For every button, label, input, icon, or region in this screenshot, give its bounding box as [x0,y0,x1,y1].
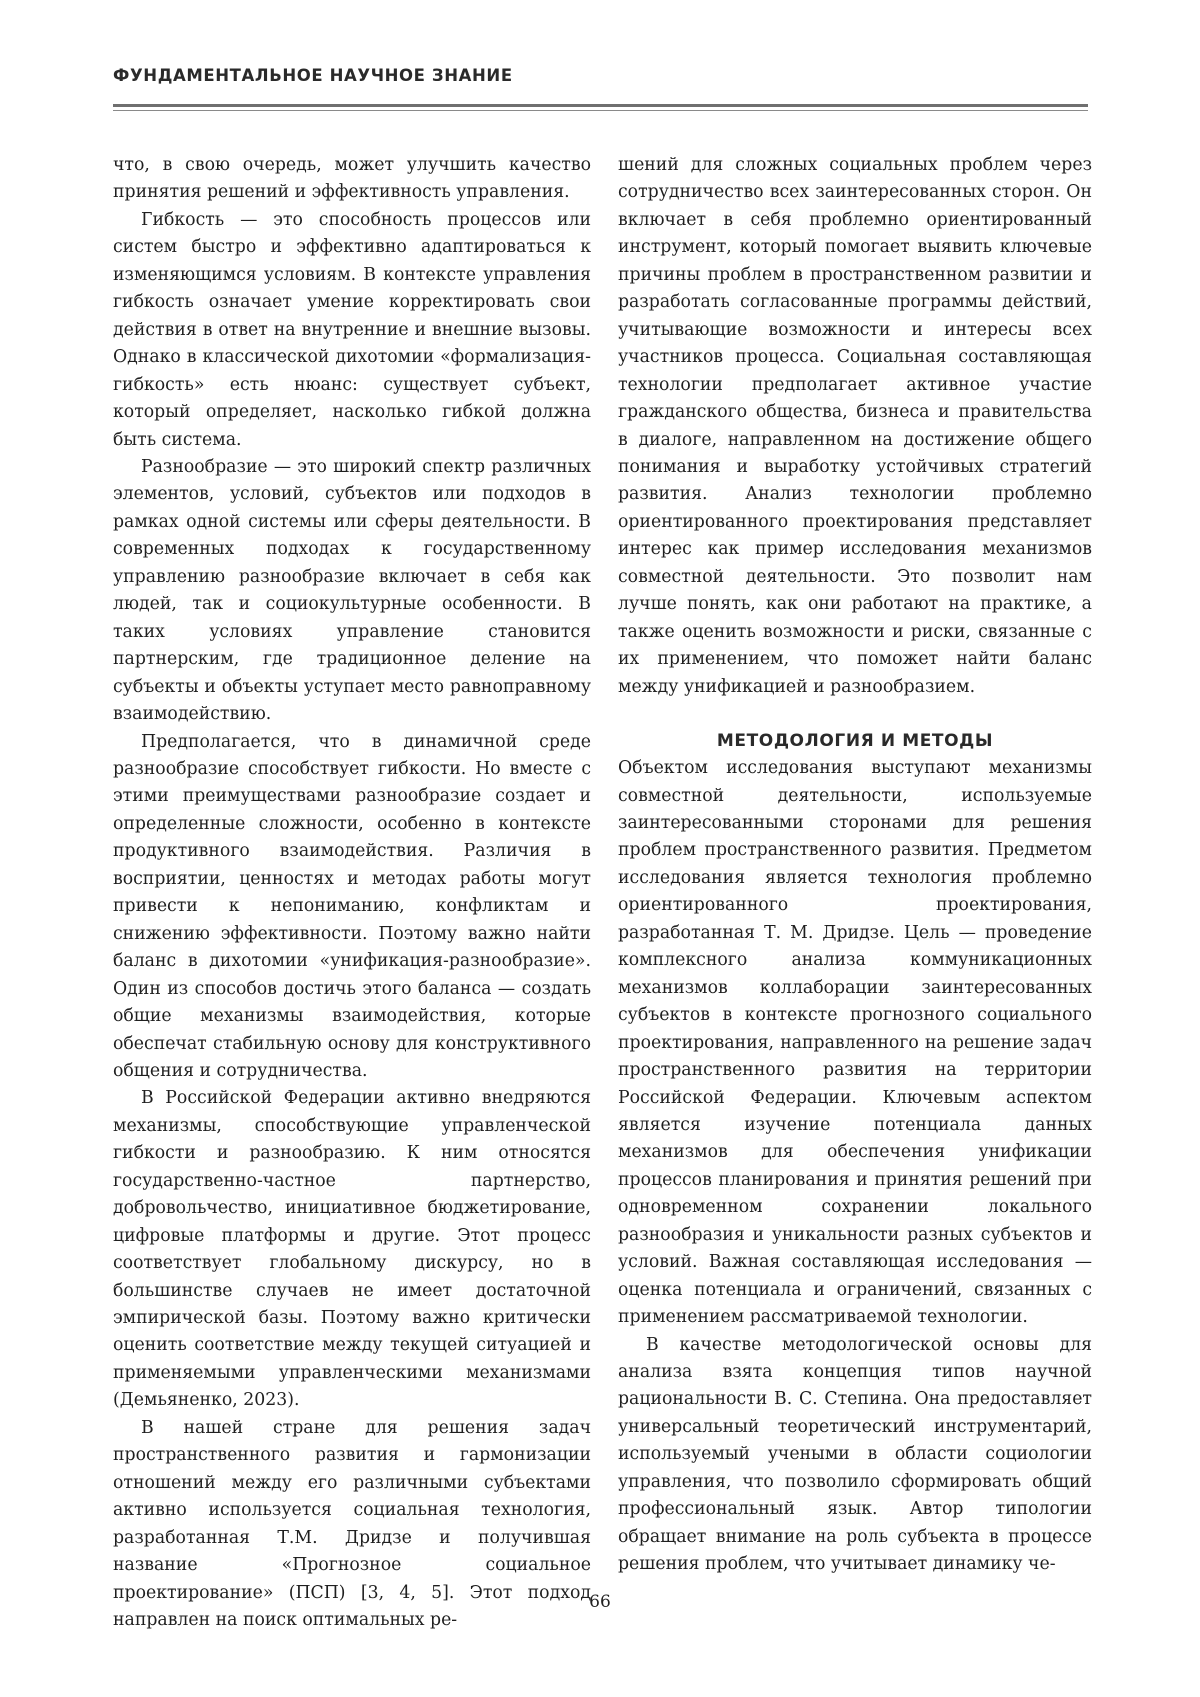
left-column [113,152,591,1634]
right-column [618,152,1092,1579]
paragraph: В Российской Федерации активно внедряются механизмы, способствующие управленческой гибкости и разнообразию. К ним относятся государственно-частное партнерство, добровольчество, инициативное бюджетирование, цифровые платформы и другие. Этот процесс соответствует глобальному дискурсу, но в большинстве случаев не имеет достаточной эмпирической базы. Поэтому важно критически оценить соответствие между текущей ситуацией и применяемыми управленческими механизмами (Демьяненко, 2023). [113,1088,591,1411]
page-number: 66 [589,1592,611,1612]
paragraph: что, в свою очередь, может улучшить качество принятия решений и эффективность управления. [113,155,591,203]
paragraph: шений для сложных социальных проблем через сотрудничество всех заинтересованных сторон. Он включает в себя проблемно ориентированный инструмент, который помогает выявить ключевые причины проблем в пространственном развитии и разработать согласованные программы действий, учитывающие возможности и интересы всех участников процесса. Социальная составляющая технологии предполагает активное участие гражданского общества, бизнеса и правительства в диалоге, направленном на достижение общего понимания и выработку устойчивых стратегий развития. Анализ технологии проблемно ориентированного проектирования представляет интерес как пример исследования механизмов совместной деятельности. Это позволит нам лучше понять, как они работают на практике, а также оценить возможности и риски, связанные с их применением, что поможет найти баланс между унификацией и разнообразием. [618,155,1092,697]
paragraph: Предполагается, что в динамичной среде разнообразие способствует гибкости. Но вместе с этими преимуществами разнообразие создает и определенные сложности, особенно в контексте продуктивного взаимодействия. Различия в восприятии, ценностях и методах работы могут привести к непониманию, конфликтам и снижению эффективности. Поэтому важно найти баланс в дихотомии «унификация-разнообразие». Один из способов достичь этого баланса — создать общие механизмы взаимодействия, которые обеспечат стабильную основу для конструктивного общения и сотрудничества. [113,731,591,1081]
paragraph: Гибкость — это способность процессов или систем быстро и эффективно адаптироваться к изменяющимся условиям. В контексте управления гибкость означает умение корректировать свои действия в ответ на внутренние и внешние вызовы. Однако в классической дихотомии «формализация-гибкость» есть нюанс: существует субъект, который определяет, насколько гибкой должна быть система. [113,209,591,450]
paragraph: В качестве методологической основы для анализа взята концепция типов научной рациональности В. С. Степина. Она предоставляет универсальный теоретический инструментарий, используемый учеными в области социологии управления, что позволило сформировать общий профессиональный язык. Автор типологии обращает внимание на роль субъекта в процессе решения проблем, что учитывает динамику че- [618,1334,1092,1575]
paragraph: В нашей стране для решения задач пространственного развития и гармонизации отношений между его различными субъектами активно используется социальная технология, разработанная Т.М. Дридзе и получившая название «Прогнозное социальное проектирование» (ПСП) [3, 4, 5]. Этот подход направлен на поиск оптимальных ре- [113,1417,591,1631]
paragraph: Объектом исследования выступают механизмы совместной деятельности, используемые заинтересованными сторонами для решения проблем пространственного развития. Предметом исследования является технология проблемно ориентированного проектирования, разработанная Т. М. Дридзе. Цель — проведение комплексного анализа коммуникационных механизмов коллаборации заинтересованных субъектов в контексте прогнозного социального проектирования, направленного на решение задач пространственного развития на территории Российской Федерации. Ключевым аспектом является изучение потенциала данных механизмов для обеспечения унификации процессов планирования и принятия решений при одновременном сохранении локального разнообразия и уникальности разных субъектов и условий. Важная составляющая исследования — оценка потенциала и ограничений, связанных с применением рассматриваемой технологии. [618,758,1092,1328]
header-rule-thin [113,110,1088,111]
header-rule-thick [113,104,1088,107]
section-heading: МЕТОДОЛОГИЯ И МЕТОДЫ [716,731,994,752]
running-title: ФУНДАМЕНТАЛЬНОЕ НАУЧНОЕ ЗНАНИЕ [113,66,513,85]
paragraph: Разнообразие — это широкий спектр различных элементов, условий, субъектов или подходов в рамках одной системы или сферы деятельности. В современных подходах к государственному управлению разнообразие включает в себя как людей, так и социокультурные особенности. В таких условиях управление становится партнерским, где традиционное деление на субъекты и объекты уступает место равноправному взаимодействию. [113,456,591,725]
